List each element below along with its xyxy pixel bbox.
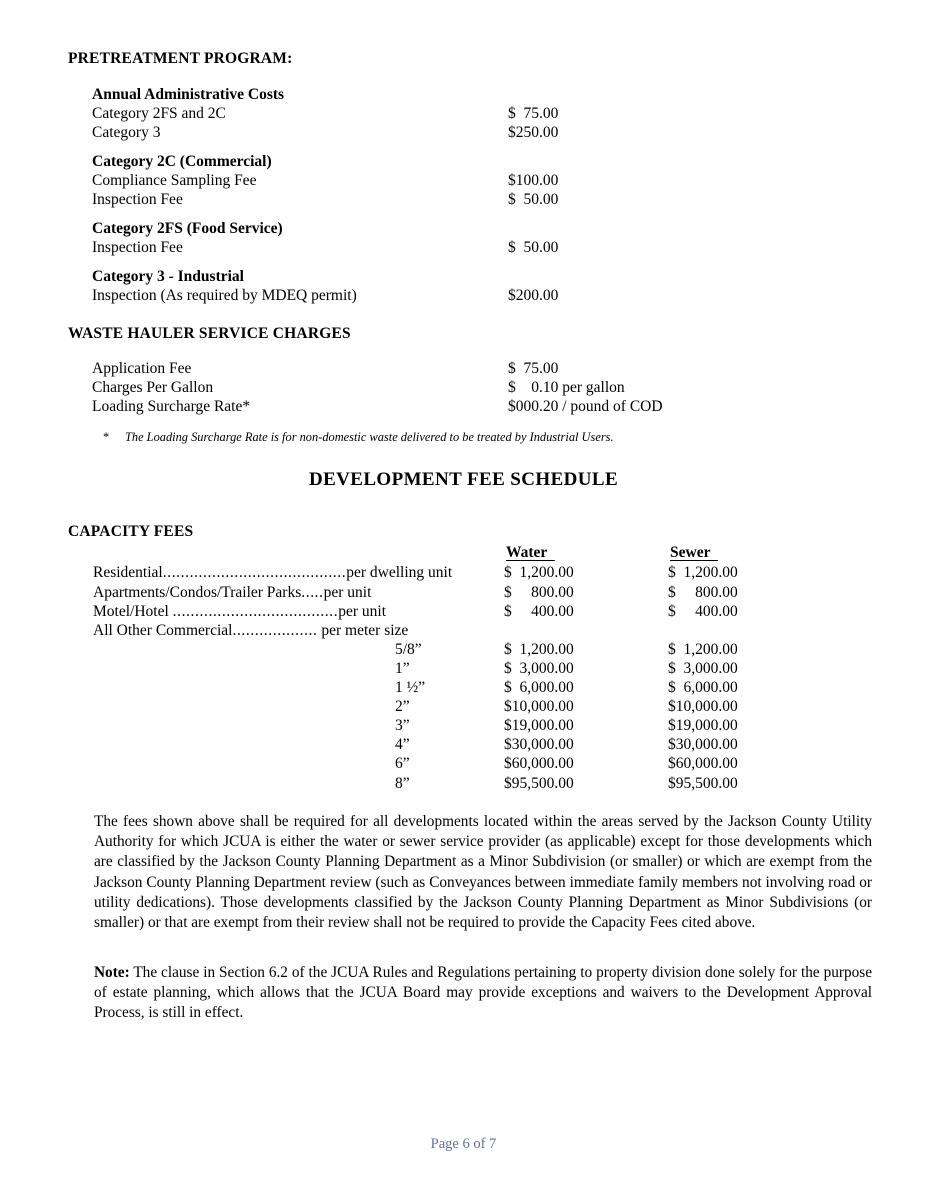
capacity-fees-paragraph: The fees shown above shall be required for all developments located within the areas served by the Jackson County Utility Authority for which JCUA is either the water or sewer service provider (as applicable) except for those developments which are classified by the Jackson County Planning Department as a Minor Subdivision (or smaller) or which are exempt from the Jackson County Planning Department review (such as Conveyances between immediate family members not involving road or utility dedications). Those developments classified by the Jackson County Planning Department as Minor Subdivisions (or smaller) or that are exempt from their review shall not be required to provide the Capacity Fees cited above. [94,813,872,932]
note-paragraph [94,963,872,1024]
meter-size-label: 1” [395,660,410,677]
meter-sewer-value: $19,000.00 [668,717,738,734]
capacity-row-unit: per unit [338,603,387,620]
fee-row-value: $ 50.00 [508,191,559,208]
capacity-row-sewer-value: $ 800.00 [668,584,738,601]
capacity-row-water-value: $ 800.00 [504,584,574,601]
column-header-water: Water [506,544,555,561]
fee-row-value: $200.00 [508,287,559,304]
meter-sewer-value: $ 1,200.00 [668,641,738,658]
meter-water-value: $19,000.00 [504,717,574,734]
table-row [93,564,452,582]
meter-sewer-value: $ 6,000.00 [668,679,738,696]
meter-water-value: $30,000.00 [504,736,574,753]
fee-row-value: $ 75.00 [508,105,559,122]
meter-water-value: $ 3,000.00 [504,660,574,677]
fee-row-label: Application Fee [92,360,192,377]
meter-size-label: 2” [395,698,410,715]
meter-sewer-value: $60,000.00 [668,755,738,772]
capacity-row-unit: per unit [323,584,372,601]
capacity-row-label: Residential [93,564,163,581]
fee-row-label: Compliance Sampling Fee [92,172,257,189]
dot-leader: ......................................... [162,564,347,581]
table-row [93,622,408,640]
footnote-text: The Loading Surcharge Rate is for non-domestic waste delivered to be treated by Industrial Users. [125,430,614,444]
capacity-row-water-value: $ 1,200.00 [504,564,574,581]
table-row [93,584,371,602]
fee-row-label: Inspection Fee [92,239,183,256]
meter-water-value: $ 1,200.00 [504,641,574,658]
fee-row-value: $100.00 [508,172,559,189]
capacity-row-label: Apartments/Condos/Trailer Parks [93,584,302,601]
fee-row-label: Category 3 [92,124,161,141]
meter-size-label: 5/8” [395,641,422,658]
footnote-marker: * [103,430,110,444]
fee-row-label: Category 2FS and 2C [92,105,226,122]
capacity-row-sewer-value: $ 400.00 [668,603,738,620]
capacity-fees-heading: CAPACITY FEES [68,523,194,540]
pretreatment-program-heading: PRETREATMENT PROGRAM: [68,50,293,67]
fee-row-value: $ 50.00 [508,239,559,256]
meter-water-value: $10,000.00 [504,698,574,715]
subsection-heading-category-2c: Category 2C (Commercial) [92,153,272,170]
column-header-sewer: Sewer [670,544,718,561]
subsection-heading-category-2fs: Category 2FS (Food Service) [92,220,283,237]
meter-size-label: 8” [395,775,410,792]
fee-row-label: Charges Per Gallon [92,379,214,396]
capacity-row-water-value: $ 400.00 [504,603,574,620]
meter-size-label: 6” [395,755,410,772]
capacity-row-label: All Other Commercial [93,622,233,639]
meter-water-value: $ 6,000.00 [504,679,574,696]
capacity-row-unit: per dwelling unit [346,564,453,581]
meter-size-label: 4” [395,736,410,753]
meter-water-value: $95,500.00 [504,775,574,792]
development-fee-schedule-title: DEVELOPMENT FEE SCHEDULE [308,469,619,490]
subsection-heading-annual-administrative-costs: Annual Administrative Costs [92,86,285,103]
meter-sewer-value: $10,000.00 [668,698,738,715]
fee-row-value: $ 0.10 per gallon [508,379,625,396]
meter-sewer-value: $30,000.00 [668,736,738,753]
subsection-heading-category-3-industrial: Category 3 - Industrial [92,268,244,285]
capacity-row-sewer-value: $ 1,200.00 [668,564,738,581]
fee-row-label: Inspection (As required by MDEQ permit) [92,287,357,304]
dot-leader: ..... [301,584,324,601]
fee-row-label: Inspection Fee [92,191,183,208]
dot-leader: ................... [232,622,318,639]
capacity-row-unit: per meter size [317,622,409,639]
note-label: Note: [94,964,130,981]
meter-sewer-value: $ 3,000.00 [668,660,738,677]
meter-water-value: $60,000.00 [504,755,574,772]
meter-size-label: 1 ½” [395,679,426,696]
fee-row-value: $250.00 [508,124,559,141]
meter-sewer-value: $95,500.00 [668,775,738,792]
table-row [93,603,386,621]
page-footer: Page 6 of 7 [430,1136,497,1152]
fee-row-value: $000.20 / pound of COD [508,398,663,415]
fee-row-value: $ 75.00 [508,360,559,377]
meter-size-label: 3” [395,717,410,734]
capacity-row-label: Motel/Hotel [93,603,173,620]
dot-leader: ..................................... [172,603,339,620]
waste-hauler-heading: WASTE HAULER SERVICE CHARGES [68,325,351,342]
fee-row-label: Loading Surcharge Rate* [92,398,251,415]
note-body: The clause in Section 6.2 of the JCUA Rules and Regulations pertaining to property division done solely for the purpose of estate planning, which allows that the JCUA Board may provide exceptions and waivers to the Development Approval Process, is still in effect. [94,964,872,1022]
